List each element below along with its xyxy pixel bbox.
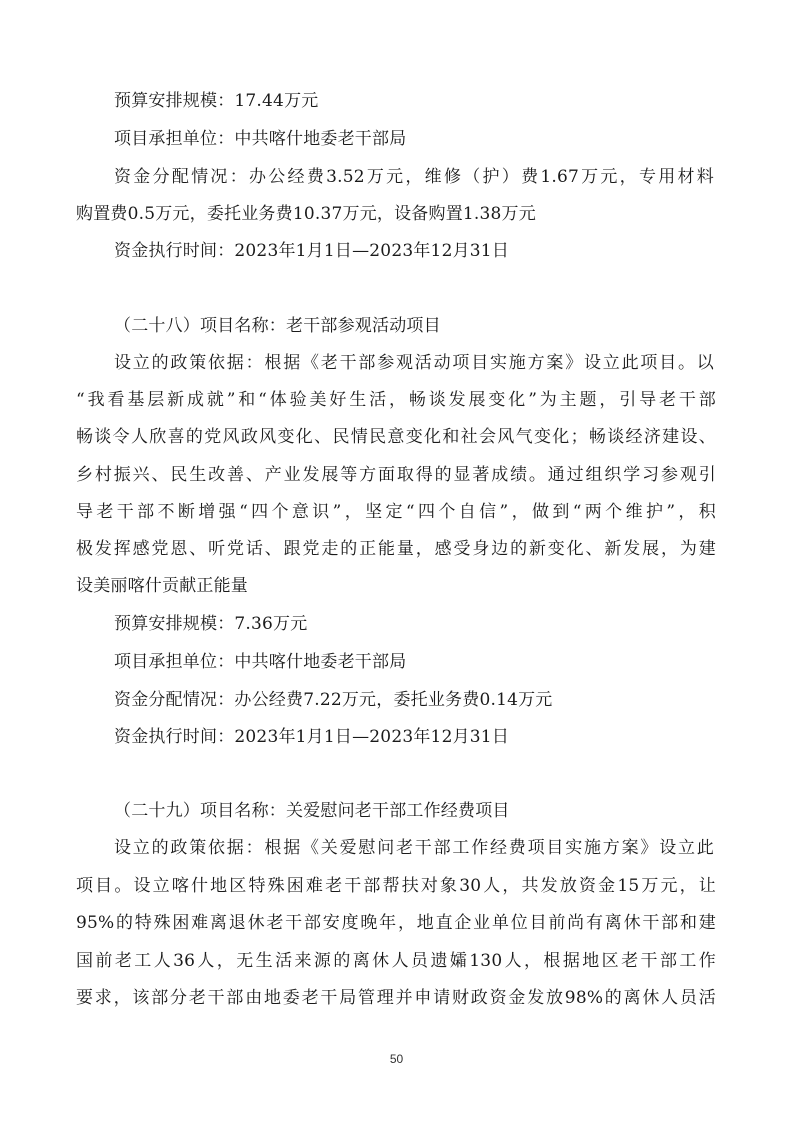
basis-line: 畅谈令人欣喜的党风政风变化、民情民意变化和社会风气变化；畅谈经济建设、 xyxy=(76,427,716,447)
basis-line: 设立的政策依据：根据《老干部参观活动项目实施方案》设立此项目。以 xyxy=(114,353,714,373)
budget-line-27: 预算安排规模：17.44万元 xyxy=(114,91,319,111)
unit-line-27: 项目承担单位：中共喀什地委老干部局 xyxy=(114,129,407,149)
basis-line: 国前老工人36人，无生活来源的离休人员遗孀130人，根据地区老干部工作 xyxy=(76,951,716,971)
budget-line-28: 预算安排规模：7.36万元 xyxy=(114,614,308,634)
allocation-line-27b: 购置费0.5万元，委托业务费10.37万元，设备购置1.38万元 xyxy=(76,204,536,224)
section-heading-29: （二十九）项目名称：关爱慰问老干部工作经费项目 xyxy=(114,801,510,821)
period-line-28: 资金执行时间：2023年1月1日—2023年12月31日 xyxy=(114,727,510,747)
basis-line: 导老干部不断增强“四个意识”，坚定“四个自信”，做到“两个维护”，积 xyxy=(76,502,716,522)
basis-line: 95%的特殊困难离退休老干部安度晚年，地直企业单位目前尚有离休干部和建 xyxy=(76,913,716,933)
section-heading-28: （二十八）项目名称：老干部参观活动项目 xyxy=(114,316,441,336)
basis-line: 要求，该部分老干部由地委老干局管理并申请财政资金发放98%的离休人员活 xyxy=(76,988,716,1008)
page-number: 50 xyxy=(389,1052,404,1066)
basis-line: 项目。设立喀什地区特殊困难老干部帮扶对象30人，共发放资金15万元，让 xyxy=(76,876,716,896)
allocation-line-27a: 资金分配情况：办公经费3.52万元，维修（护）费1.67万元，专用材料 xyxy=(114,167,714,187)
basis-line: 极发挥感党恩、听党话、跟党走的正能量，感受身边的新变化、新发展，为建 xyxy=(76,539,716,559)
allocation-line-28: 资金分配情况：办公经费7.22万元，委托业务费0.14万元 xyxy=(114,690,553,710)
unit-line-28: 项目承担单位：中共喀什地委老干部局 xyxy=(114,652,407,672)
period-line-27: 资金执行时间：2023年1月1日—2023年12月31日 xyxy=(114,241,510,261)
basis-line: 设立的政策依据：根据《关爱慰问老干部工作经费项目实施方案》设立此 xyxy=(114,838,714,858)
basis-line: 乡村振兴、民生改善、产业发展等方面取得的显著成绩。通过组织学习参观引 xyxy=(76,465,716,485)
basis-line: 设美丽喀什贡献正能量 xyxy=(76,576,248,596)
basis-line: “我看基层新成就”和“体验美好生活，畅谈发展变化”为主题，引导老干部 xyxy=(76,390,716,410)
